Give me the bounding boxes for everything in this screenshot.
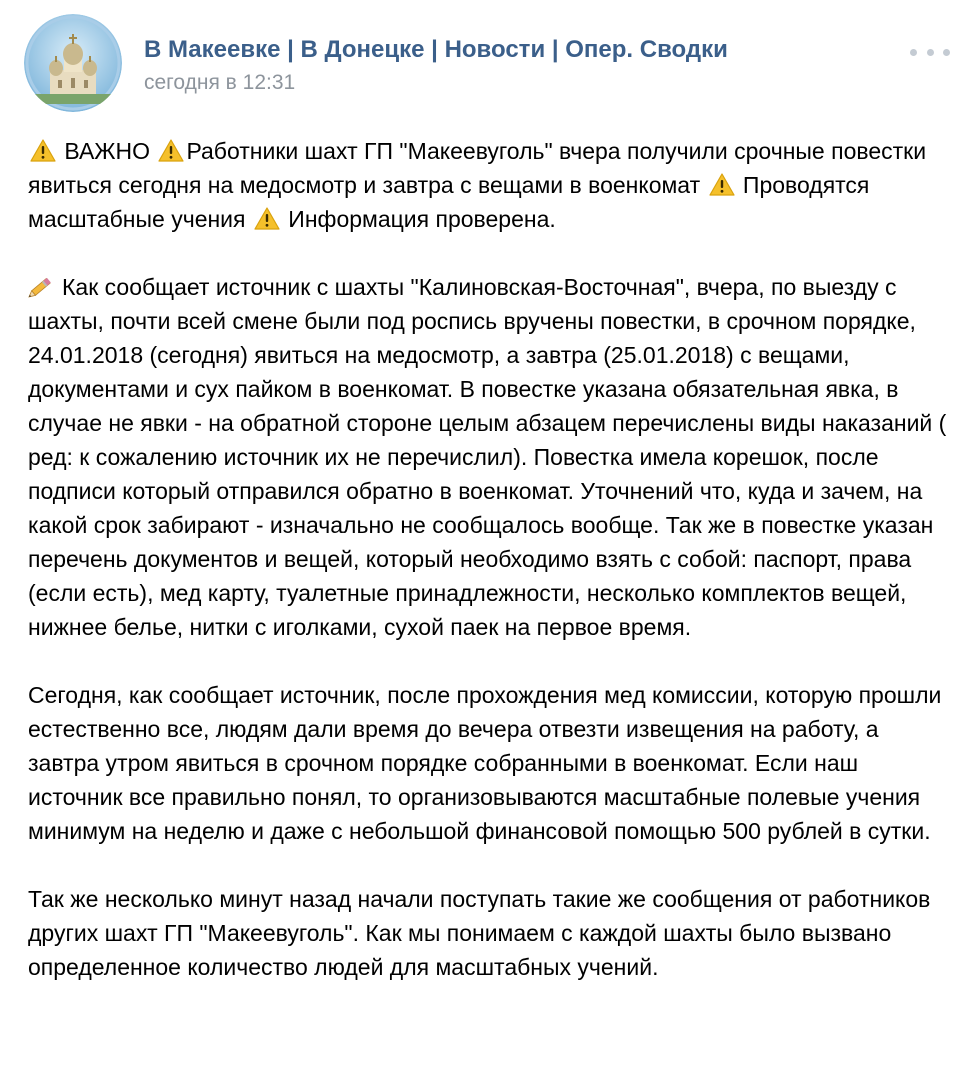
three-dots-icon[interactable] — [910, 42, 950, 62]
warning-icon — [254, 207, 280, 230]
post-header — [24, 14, 956, 114]
warning-icon — [30, 139, 56, 162]
pencil-icon — [28, 273, 56, 299]
warning-icon — [709, 173, 735, 196]
post-paragraph-3: Сегодня, как сообщает источник, после прохождения мед комиссии, которую прошли естественно все, людям дали время до вечера отвезти извещения на работу, а завтра утром явиться в срочном порядке собранными в военкомат. Если наш источник все правильно понял, то организовываются масштабные полевые учения минимум на неделю и даже с небольшой финансовой помощью 500 рублей в сутки. — [28, 682, 942, 844]
paragraph-text: Работники шахт ГП "Макеевуголь" вчера получили срочные повестки явиться сегодня на медосмотр и завтра с вещами в военкомат — [28, 138, 927, 198]
dot — [943, 49, 950, 56]
community-avatar[interactable] — [24, 14, 122, 112]
post-paragraph-4: Так же несколько минут назад начали поступать такие же сообщения от работников других шахт ГП "Макеевуголь". Как мы понимаем с каждой шахты было вызвано определенное количество людей для масштабных учений. — [28, 886, 931, 980]
warning-icon — [158, 139, 184, 162]
post-paragraph-2 — [28, 270, 948, 644]
post-text — [28, 134, 948, 984]
community-name-link[interactable]: В Макеевке | В Донецке | Новости | Опер. Сводки — [144, 36, 728, 63]
dot — [927, 49, 934, 56]
dot — [910, 49, 917, 56]
church-domes-icon — [24, 14, 122, 112]
important-label: ВАЖНО — [64, 138, 151, 164]
paragraph-text: Как сообщает источник с шахты "Калиновская-Восточная", вчера, по выезду с шахты, почти всей смене были под роспись вручены повестки, в срочном порядке, 24.01.2018 (сегодня) явиться на медосмотр, а завтра (25.01.2018) с вещами, документами и сух пайком в военкомат. В повестке указана обязательная явка, в случае не явки - на обратной стороне целым абзацем перечислены виды наказаний ( ред: к сожалению источник их не перечислил). Повестка имела корешок, после подписи который отправился обратно в военкомат. Уточнений что, куда и зачем, на какой срок забирают - изначально не сообщалось вообще. Так же в повестке указан перечень документов и вещей, который необходимо взять с собой: паспорт, права (если есть), мед карту, туалетные принадлежности, несколько комплектов вещей, нижнее белье, нитки с иголками, сухой паек на первое время. — [28, 274, 947, 640]
paragraph-text: Проводятся масштабные учения — [28, 172, 870, 232]
post-paragraph-1 — [28, 134, 948, 236]
post-timestamp[interactable]: сегодня в 12:31 — [144, 71, 296, 94]
paragraph-text: Информация проверена. — [288, 206, 556, 232]
